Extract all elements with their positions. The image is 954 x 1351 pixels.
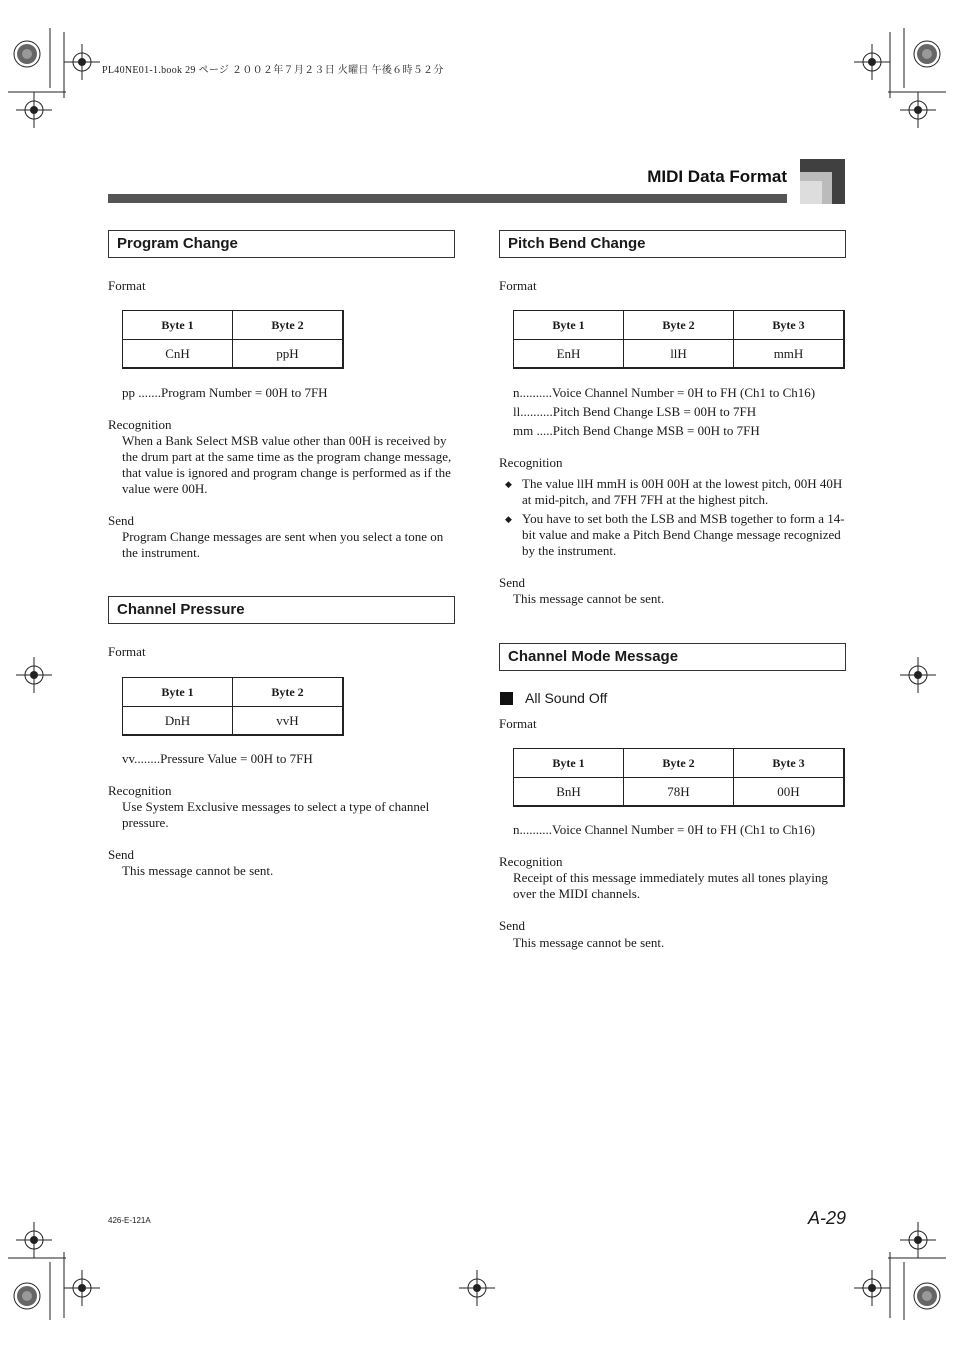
list-item <box>505 511 846 559</box>
recognition-label: Recognition <box>499 455 563 470</box>
table-header: Byte 2 <box>624 749 734 778</box>
recognition-label: Recognition <box>108 417 172 432</box>
send-label: Send <box>499 575 525 590</box>
table-cell: BnH <box>514 778 624 807</box>
recognition-label: Recognition <box>108 783 172 798</box>
param-description: n..........Voice Channel Number = 0H to FH (Ch1 to Ch16) <box>513 385 816 400</box>
param-description: vv........Pressure Value = 00H to 7FH <box>122 751 313 766</box>
format-label: Format <box>499 278 537 293</box>
diamond-bullet-icon: ◆ <box>505 479 512 489</box>
table-header: Byte 3 <box>734 311 845 340</box>
page-number: A-29 <box>807 1208 846 1228</box>
table-header: Byte 2 <box>233 311 344 340</box>
recognition-label: Recognition <box>499 854 563 869</box>
table-header: Byte 3 <box>734 749 845 778</box>
recognition-text: Receipt of this message immediately mutes all tones playing over the MIDI channels. <box>513 870 828 901</box>
recognition-text: When a Bank Select MSB value other than 00H is received by the drum part at the same time as the program change message, that value is ignored and program change is performed as if the value were 00H. <box>122 433 452 496</box>
send-text: This message cannot be sent. <box>513 935 665 950</box>
table-header: Byte 2 <box>233 678 344 707</box>
table-header: Byte 2 <box>624 311 734 340</box>
format-label: Format <box>108 278 146 293</box>
pitch-bend-format-table <box>513 310 845 369</box>
table-header: Byte 1 <box>514 749 624 778</box>
bullet-text: You have to set both the LSB and MSB together to form a 14-bit value and make a Pitch Bend Change message recognized by the instrument. <box>522 511 845 558</box>
subsection-all-sound-off <box>500 690 607 706</box>
table-cell: EnH <box>514 340 624 369</box>
send-text: This message cannot be sent. <box>122 863 274 878</box>
table-cell: vvH <box>233 707 344 736</box>
channel-mode-format-table <box>513 748 845 807</box>
table-cell: DnH <box>123 707 233 736</box>
param-description: n..........Voice Channel Number = 0H to FH (Ch1 to Ch16) <box>513 822 816 837</box>
diamond-bullet-icon: ◆ <box>505 514 512 524</box>
table-cell: 78H <box>624 778 734 807</box>
send-label: Send <box>108 847 134 862</box>
format-label: Format <box>499 716 537 731</box>
table-header: Byte 1 <box>123 311 233 340</box>
list-item <box>505 476 846 508</box>
subsection-title: All Sound Off <box>525 690 608 706</box>
table-cell: llH <box>624 340 734 369</box>
table-cell: ppH <box>233 340 344 369</box>
square-bullet-icon <box>500 692 513 705</box>
section-title-pitch-bend-change: Pitch Bend Change <box>499 230 846 258</box>
table-cell: CnH <box>123 340 233 369</box>
send-text: Program Change messages are sent when you select a tone on the instrument. <box>122 529 444 560</box>
section-title-program-change: Program Change <box>108 230 455 258</box>
section-title-channel-pressure: Channel Pressure <box>108 596 455 624</box>
recognition-text: Use System Exclusive messages to select a type of channel pressure. <box>122 799 430 830</box>
page-title: MIDI Data Format <box>647 167 787 186</box>
recognition-bullets <box>505 476 846 562</box>
send-text: This message cannot be sent. <box>513 591 665 606</box>
document-code: 426-E-121A <box>108 1216 151 1225</box>
param-description: mm .....Pitch Bend Change MSB = 00H to 7FH <box>513 423 760 438</box>
program-change-format-table <box>122 310 344 369</box>
print-header: PL40NE01-1.book 29 ページ ２００２年７月２３日 火曜日 午後６時５２分 <box>102 65 444 76</box>
param-description: pp .......Program Number = 00H to 7FH <box>122 385 328 400</box>
section-title-channel-mode-message: Channel Mode Message <box>499 643 846 671</box>
table-header: Byte 1 <box>123 678 233 707</box>
bullet-text: The value llH mmH is 00H 00H at the lowest pitch, 00H 40H at mid-pitch, and 7FH 7FH at the highest pitch. <box>522 476 843 507</box>
title-rule <box>108 194 787 203</box>
table-cell: 00H <box>734 778 845 807</box>
corner-block <box>800 159 845 204</box>
send-label: Send <box>108 513 134 528</box>
format-label: Format <box>108 644 146 659</box>
send-label: Send <box>499 918 525 933</box>
table-cell: mmH <box>734 340 845 369</box>
param-description: ll..........Pitch Bend Change LSB = 00H to 7FH <box>513 404 757 419</box>
channel-pressure-format-table <box>122 677 344 736</box>
table-header: Byte 1 <box>514 311 624 340</box>
